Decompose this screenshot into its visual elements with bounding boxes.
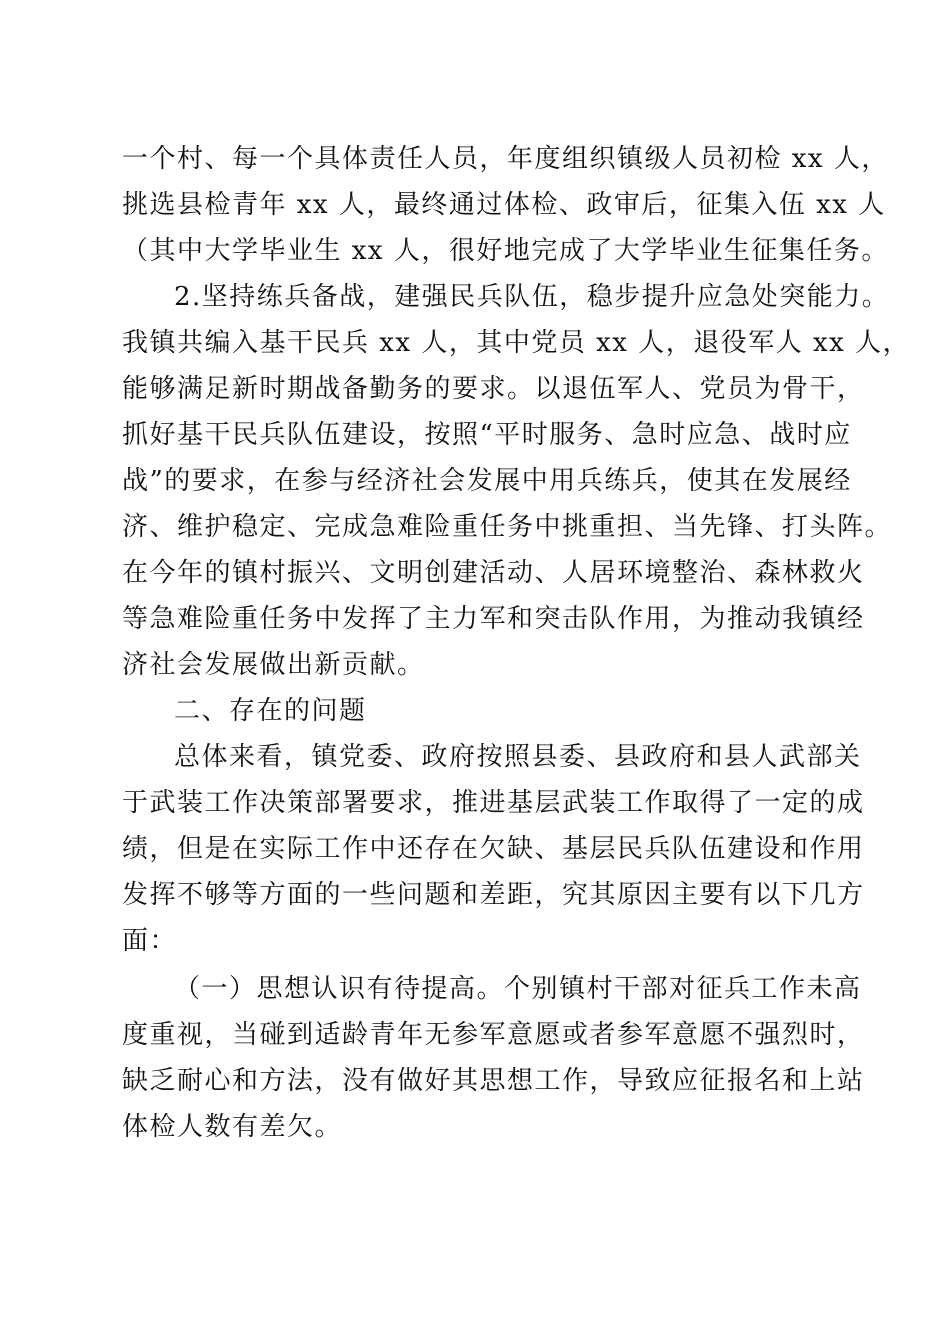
text-line: 济社会发展做出新贡献。: [122, 650, 425, 680]
paragraph-awareness: [122, 966, 865, 1150]
text-line: （其中大学毕业生 xx 人，很好地完成了大学毕业生征集任务。: [122, 236, 889, 266]
text-line: 度重视，当碰到适龄青年无参军意愿或者参军意愿不强烈时，: [122, 1020, 865, 1050]
text-line: 抓好基干民兵队伍建设，按照“平时服务、急时应急、战时应: [122, 420, 852, 450]
text-line: 挑选县检青年 xx 人，最终通过体检、政审后，征集入伍 xx 人: [122, 190, 886, 220]
subsection-text: 个别镇村干部对征兵工作未高: [504, 974, 862, 1004]
text-line: 体检人数有差欠。: [122, 1112, 343, 1142]
paragraph-overview: [122, 734, 865, 964]
document-body: [122, 136, 911, 1150]
subsection-heading: （一）思想认识有待提高。: [174, 974, 505, 1004]
text-line: 于武装工作决策部署要求，推进基层武装工作取得了一定的成: [122, 788, 865, 818]
text-line: 在今年的镇村振兴、文明创建活动、人居环境整治、森林救火: [122, 558, 865, 588]
text-line: 战”的要求，在参与经济社会发展中用兵练兵，使其在发展经: [122, 466, 852, 496]
text-line: 2.坚持练兵备战，建强民兵队伍，稳步提升应急处突能力。: [174, 282, 890, 312]
text-line: 缺乏耐心和方法，没有做好其思想工作，导致应征报名和上站: [122, 1066, 865, 1096]
text-line: 我镇共编入基干民兵 xx 人，其中党员 xx 人，退役军人 xx 人，: [122, 328, 911, 358]
paragraph-recruitment-continued: [122, 136, 889, 274]
text-line: 发挥不够等方面的一些问题和差距，究其原因主要有以下几方: [122, 880, 865, 910]
text-line: 绩，但是在实际工作中还存在欠缺、基层民兵队伍建设和作用: [122, 834, 865, 864]
text-line: 面：: [122, 926, 178, 956]
section-heading: 二、存在的问题: [174, 696, 367, 726]
text-line: 一个村、每一个具体责任人员，年度组织镇级人员初检 xx 人，: [122, 144, 889, 174]
paragraph-militia-training: [122, 274, 911, 688]
text-line: 总体来看，镇党委、政府按照县委、县政府和县人武部关: [174, 742, 862, 772]
text-line: 济、维护稳定、完成急难险重任务中挑重担、当先锋、打头阵。: [122, 512, 893, 542]
text-line: 能够满足新时期战备勤务的要求。以退伍军人、党员为骨干，: [122, 374, 865, 404]
text-line: 等急难险重任务中发挥了主力军和突击队作用，为推动我镇经: [122, 604, 865, 634]
text-line: [122, 966, 862, 1012]
